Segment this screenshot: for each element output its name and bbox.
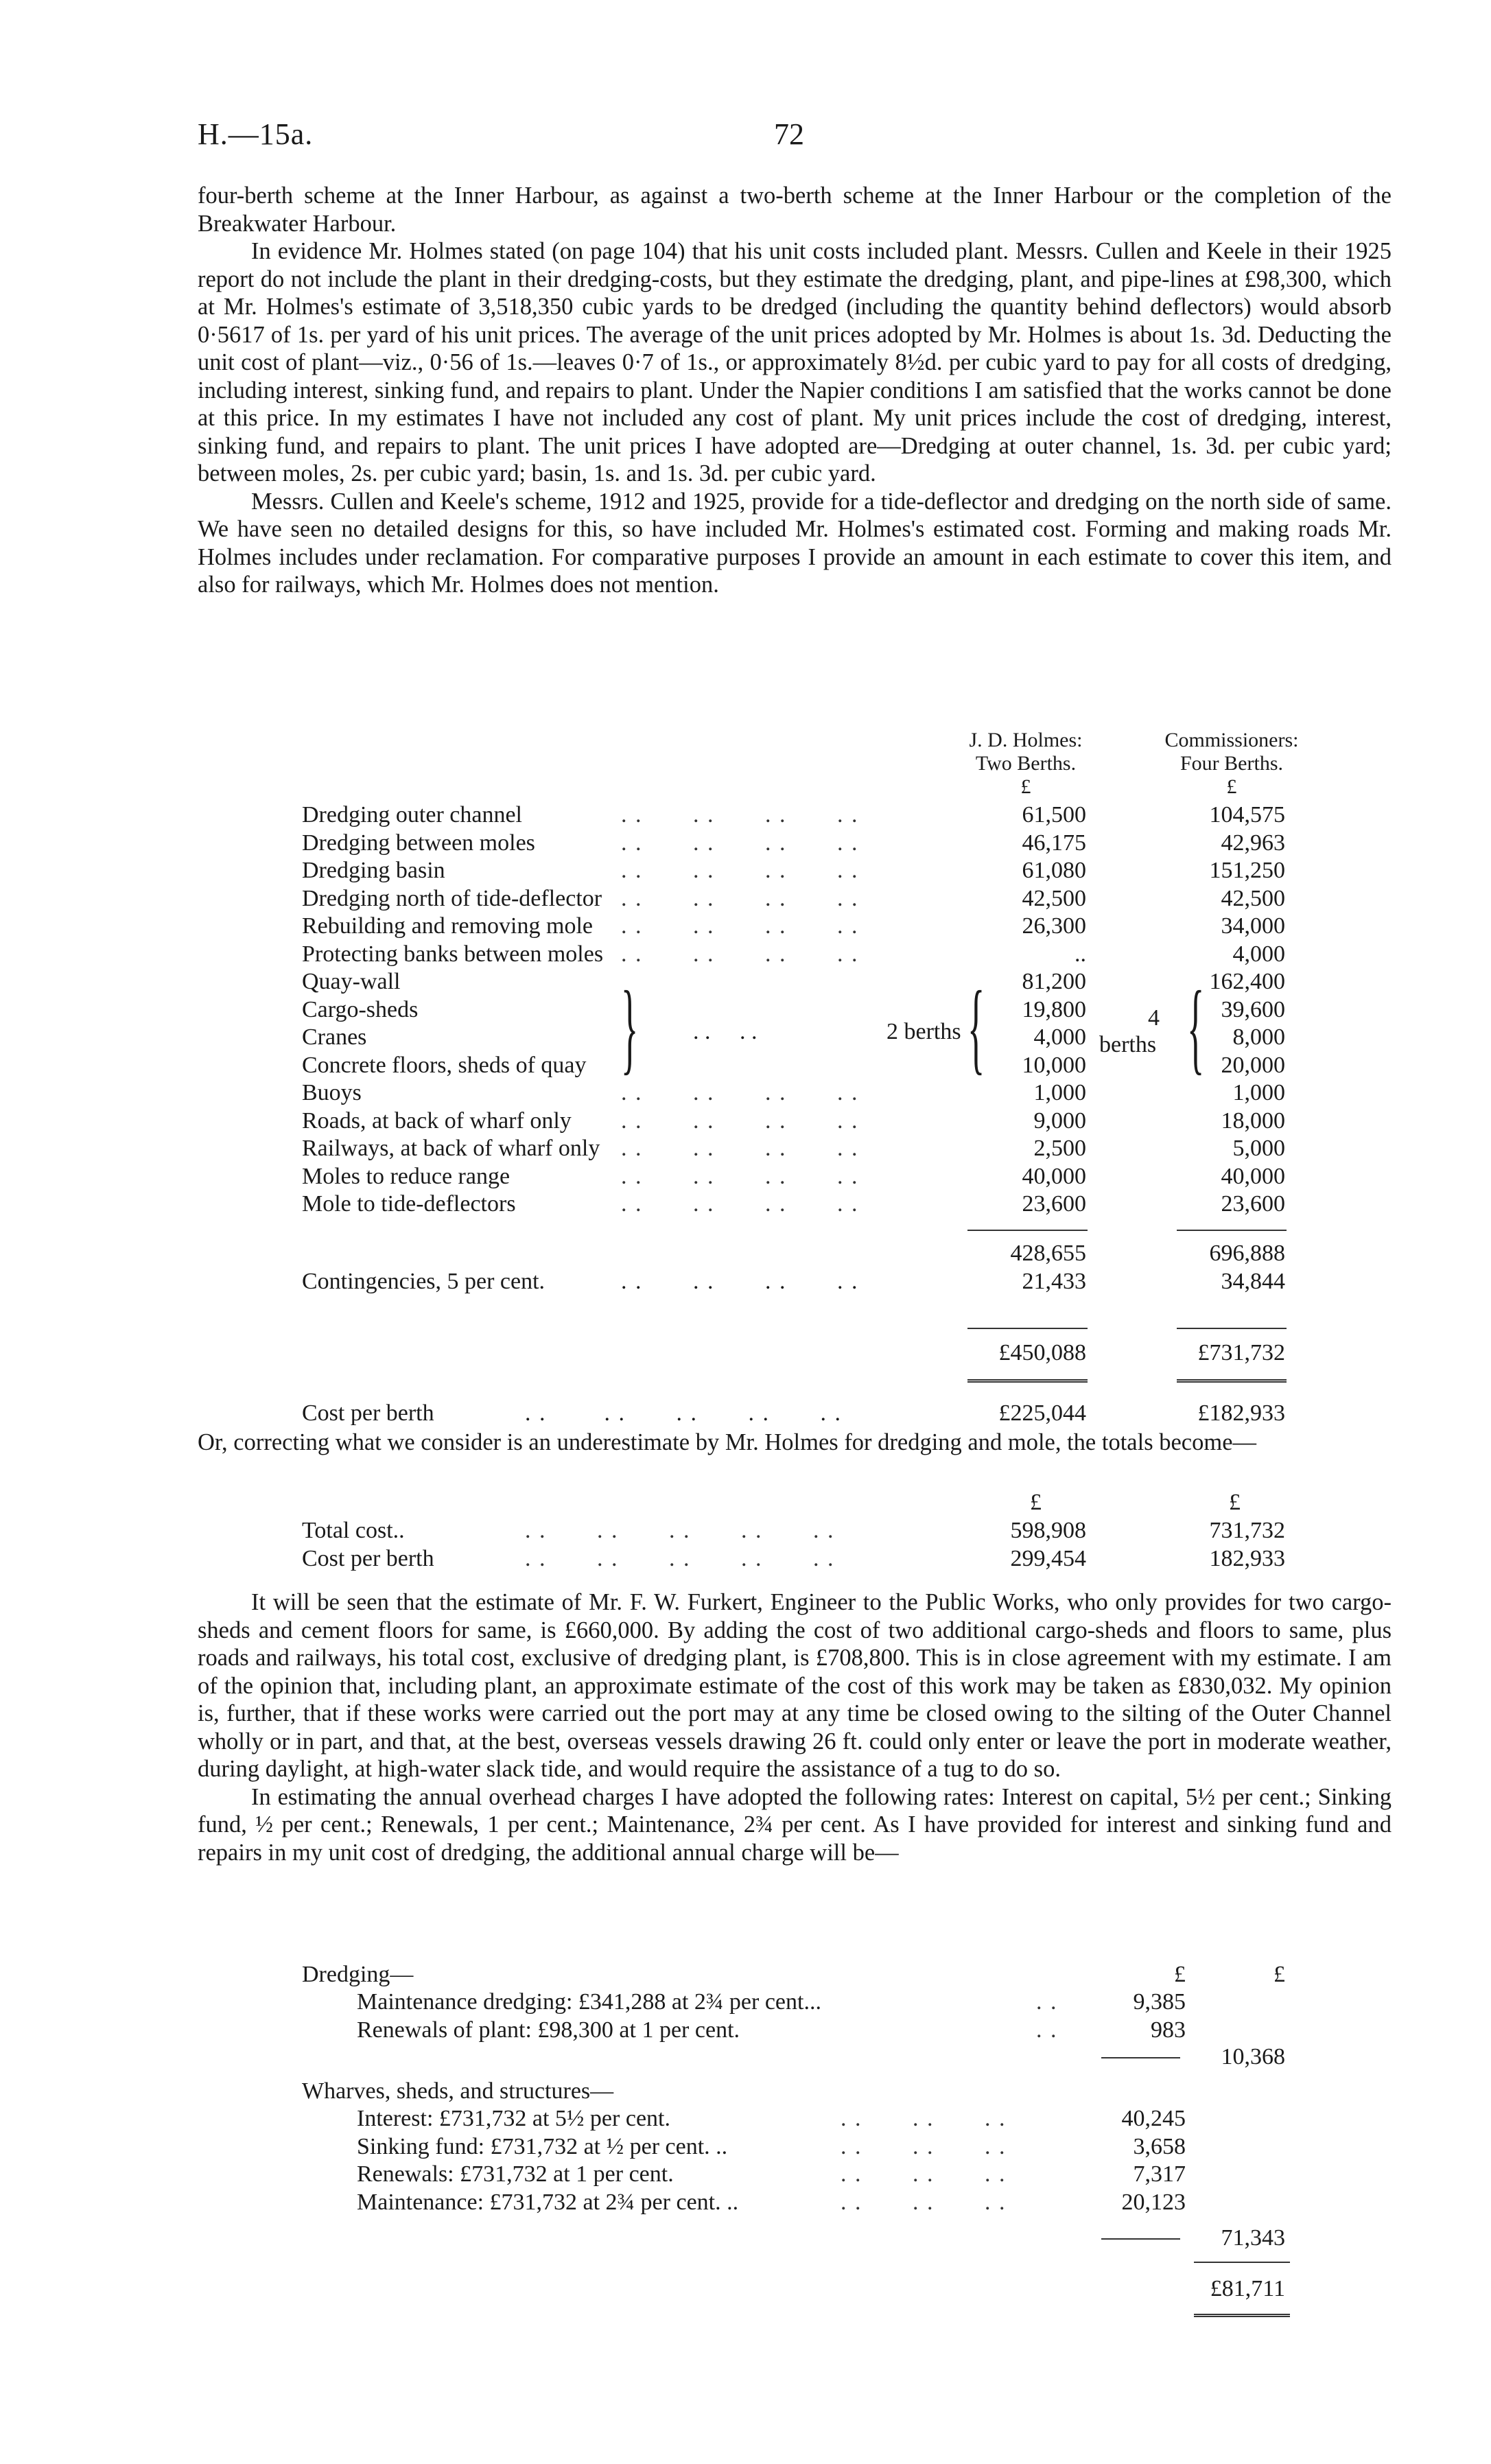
total-holmes: £450,088	[998, 1340, 1086, 1365]
estimate-item-label: Mole to tide-deflectors	[302, 1191, 516, 1217]
estimate-item-value-1: 40,000	[1022, 1163, 1086, 1189]
corrected-total-value-2: 731,732	[1209, 1518, 1285, 1543]
wharves-heading: Wharves, sheds, and structures—	[302, 2078, 614, 2104]
estimate-item-value-2: 34,000	[1221, 913, 1285, 939]
corrected-total-value-2: 182,933	[1209, 1545, 1285, 1571]
wharves-charge-label: Interest: £731,732 at 5½ per cent.	[357, 2106, 670, 2131]
estimate-item-label: Dredging basin	[302, 858, 445, 883]
wharves-charge-value-1: 40,245	[1121, 2106, 1186, 2131]
brace-commissioners: {	[1187, 970, 1205, 1084]
subtotal-commissioners: 696,888	[1209, 1241, 1285, 1266]
dots: . . . . . . . .	[621, 1107, 859, 1134]
dots: . . . . . .	[841, 2189, 1007, 2215]
wharves-charge-value-1: 20,123	[1121, 2189, 1186, 2215]
dots: . . . .	[693, 1019, 758, 1044]
paragraph-correction-text: Or, correcting what we consider is an underestimate by Mr. Holmes for dredging and mole, the totals become—	[198, 1429, 1257, 1455]
column-head-holmes	[961, 729, 1091, 799]
column-head-commissioners-line1: Commissioners:	[1164, 729, 1299, 751]
dots: . . . . . . . .	[621, 941, 859, 967]
dots: . .	[1036, 2017, 1058, 2043]
estimate-item-value-1: 61,500	[1022, 802, 1086, 828]
column-head-commissioners-line2: Four Berths.	[1180, 752, 1283, 775]
total-rule-1	[967, 1328, 1088, 1329]
two-berths-note: 2 berths	[887, 1019, 961, 1044]
contingencies-label: Contingencies, 5 per cent.	[302, 1269, 545, 1294]
contingencies-holmes: 21,433	[1022, 1269, 1086, 1294]
paragraph-tide-deflector: Messrs. Cullen and Keele's scheme, 1912 and 1925, provide for a tide-deflector and dredging on the north side of same. We have seen no detailed designs for this, so have included Mr. Holmes's estimated cost. Forming and making roads Mr. Holmes includes under reclamation. For comparative purposes I provide an amount in each estimate to cover this item, and also for railways, which Mr. Holmes does not mention.	[198, 488, 1392, 598]
dredging-rule	[1101, 2057, 1180, 2058]
dots: . . . . . . . .	[621, 885, 859, 911]
total-double-rule-2	[1177, 1379, 1287, 1383]
corrected-total-label: Cost per berth	[302, 1545, 434, 1571]
berth-item-value-1: 81,200	[1022, 969, 1086, 994]
brace-holmes: {	[967, 970, 985, 1084]
total-commissioners: £731,732	[1197, 1340, 1285, 1365]
wharves-charge-value-1: 3,658	[1133, 2133, 1186, 2159]
berth-item-label: Cranes	[302, 1024, 367, 1050]
corrected-total-value-1: 598,908	[1010, 1518, 1086, 1543]
currency-symbol: £	[1273, 1962, 1285, 1987]
estimate-item-label: Railways, at back of wharf only	[302, 1136, 600, 1161]
dots: . . . . . . . .	[621, 830, 859, 856]
estimate-item-value-2: 5,000	[1232, 1136, 1285, 1161]
berth-item-value-1: 10,000	[1022, 1052, 1086, 1078]
contingencies-commissioners: 34,844	[1221, 1269, 1285, 1294]
berth-item-label: Quay-wall	[302, 969, 401, 994]
estimate-item-value-2: 42,963	[1221, 830, 1285, 856]
estimate-item-label: Moles to reduce range	[302, 1163, 510, 1189]
page-number: 72	[774, 117, 804, 151]
dredging-charge-label: Maintenance dredging: £341,288 at 2¾ per cent...	[357, 1989, 821, 2015]
estimate-item-value-1: 9,000	[1033, 1107, 1086, 1134]
berths-note: berths	[1099, 1032, 1157, 1057]
dredging-heading: Dredging—	[302, 1962, 414, 1987]
per-berth-label: Cost per berth	[302, 1400, 434, 1426]
dots: . . . . . . . .	[621, 1191, 859, 1217]
intro-paragraphs	[198, 182, 1392, 599]
berth-item-value-1: 19,800	[1022, 996, 1086, 1022]
dredging-charge-label: Renewals of plant: £98,300 at 1 per cent.	[357, 2017, 740, 2043]
dots: . . . . . . . .	[621, 1269, 859, 1294]
grand-total-double-rule	[1194, 2314, 1290, 2317]
estimate-item-value-1: ..	[1075, 941, 1086, 967]
berth-item-label: Cargo-sheds	[302, 996, 419, 1022]
dredging-charge-value-1: 983	[1151, 2017, 1186, 2043]
wharves-charge-value-1: 7,317	[1133, 2161, 1186, 2187]
column-head-holmes-line2: Two Berths.	[975, 752, 1077, 775]
total-double-rule-1	[967, 1379, 1088, 1383]
estimate-item-value-1: 23,600	[1022, 1191, 1086, 1217]
paragraph-unit-costs: In evidence Mr. Holmes stated (on page 104) that his unit costs included plant. Messrs. Cullen and Keele in their 1925 report do not include the plant in their dredging-costs, but they estimate the dredging, plant, and pipe-lines at £98,300, which at Mr. Holmes's estimate of 3,518,350 cubic yards to be dredged (including the quantity behind deflectors) would absorb 0·5617 of 1s. per yard of his unit prices. The average of the unit prices adopted by Mr. Holmes is about 1s. 3d. Deducting the unit cost of plant—viz., 0·56 of 1s.—leaves 0·7 of 1s., or approximately 8½d. per cubic yard to pay for all costs of dredging, including interest, sinking fund, and repairs to plant. Under the Napier conditions I am satisfied that the works cannot be done at this price. In my estimates I have not included any cost of plant. My unit prices include the cost of dredging, interest, sinking fund, and repairs to plant. The unit prices I have adopted are—Dredging at outer channel, 1s. 3d. per cubic yard; between moles, 2s. per cubic yard; basin, 1s. and 1s. 3d. per cubic yard.	[198, 238, 1392, 486]
estimate-item-value-1: 61,080	[1022, 858, 1086, 883]
currency-symbol: £	[1174, 1962, 1186, 1987]
grand-total: £81,711	[1210, 2276, 1285, 2301]
dots: . .	[1036, 1989, 1058, 2015]
wharves-charge-label: Renewals: £731,732 at 1 per cent.	[357, 2161, 674, 2187]
estimate-item-value-2: 104,575	[1209, 802, 1285, 828]
estimate-item-label: Roads, at back of wharf only	[302, 1107, 572, 1134]
dots: . . . . . . . . . .	[525, 1518, 835, 1543]
paragraph-furkert: It will be seen that the estimate of Mr. F. W. Furkert, Engineer to the Public Works, who only provides for two cargo-sheds and cement floors for same, is £660,000. By adding the cost of two additional cargo-sheds and floors to same, plus roads and railways, his total cost, exclusive of dredging plant, is £708,800. This is in close agreement with my estimate. I am of the opinion that, including plant, an approximate estimate of the cost of this work may be taken as £830,032. My opinion is, further, that if these works were carried out the port may at any time be closed owing to the silting of the Outer Channel wholly or in part, and that, at the best, overseas vessels drawing 26 ft. could only enter or leave the port in moderate weather, during daylight, at high-water slack tide, and would require the assistance of a tug to do so.	[198, 1589, 1392, 1782]
berth-item-value-2: 20,000	[1221, 1052, 1285, 1078]
estimate-item-value-1: 42,500	[1022, 885, 1086, 911]
estimate-item-label: Protecting banks between moles	[302, 941, 604, 967]
estimate-item-label: Buoys	[302, 1080, 362, 1105]
dredging-charge-value-1: 9,385	[1133, 1989, 1186, 2015]
estimate-item-value-2: 23,600	[1221, 1191, 1285, 1217]
wharves-charge-label: Sinking fund: £731,732 at ½ per cent. ..	[357, 2133, 728, 2159]
currency-symbol: £	[1020, 775, 1031, 798]
corrected-total-value-1: 299,454	[1010, 1545, 1086, 1571]
grand-total-rule	[1194, 2262, 1290, 2263]
estimate-item-label: Dredging north of tide-deflector	[302, 885, 602, 911]
currency-symbol: £	[1226, 775, 1237, 798]
berth-item-value-1: 4,000	[1033, 1024, 1086, 1050]
subtotal-rule-2	[1177, 1230, 1287, 1231]
estimate-item-value-1: 1,000	[1033, 1080, 1086, 1105]
subtotal-rule-1	[967, 1230, 1088, 1231]
closing-paragraphs	[198, 1588, 1392, 1866]
subtotal-holmes: 428,655	[1010, 1241, 1086, 1266]
dots: . . . . . .	[841, 2133, 1007, 2159]
dots: . . . . . . . .	[621, 1163, 859, 1189]
dots: . . . . . . . .	[621, 1136, 859, 1161]
berth-item-value-2: 39,600	[1221, 996, 1285, 1022]
paragraph-correction	[198, 1429, 1392, 1457]
total-rule-2	[1177, 1328, 1287, 1329]
column-head-commissioners	[1153, 729, 1311, 799]
corrected-total-label: Total cost..	[302, 1518, 405, 1543]
wharves-charge-label: Maintenance: £731,732 at 2¾ per cent. ..	[357, 2189, 739, 2215]
dots: . . . . . . . . . .	[525, 1400, 842, 1426]
estimate-item-value-2: 18,000	[1221, 1107, 1285, 1134]
paragraph-continued: four-berth scheme at the Inner Harbour, as against a two-berth scheme at the Inner Harbour or the completion of the Breakwater Harbour.	[198, 183, 1392, 237]
column-head-holmes-line1: J. D. Holmes:	[969, 729, 1083, 751]
estimate-item-value-1: 26,300	[1022, 913, 1086, 939]
currency-symbol: £	[1030, 1490, 1042, 1515]
wharves-total: 71,343	[1221, 2225, 1285, 2251]
per-berth-holmes: £225,044	[998, 1400, 1086, 1426]
brace-left: }	[621, 970, 639, 1084]
paragraph-overhead: In estimating the annual overhead charges I have adopted the following rates: Interest on capital, 5½ per cent.; Sinking fund, ½ per cent.; Renewals, 1 per cent.; Maintenance, 2¾ per cent. As I have provided for interest and sinking fund and repairs in my unit cost of dredging, the additional annual charge will be—	[198, 1783, 1392, 1866]
berth-item-value-2: 162,400	[1209, 969, 1285, 994]
dots: . . . . . .	[841, 2106, 1007, 2131]
four-note: 4	[1148, 1005, 1160, 1031]
dots: . . . . . . . . . .	[525, 1545, 835, 1571]
estimate-item-value-1: 2,500	[1033, 1136, 1086, 1161]
dots: . . . . . . . .	[621, 913, 859, 939]
dredging-total: 10,368	[1221, 2044, 1285, 2069]
estimate-item-label: Rebuilding and removing mole	[302, 913, 593, 939]
per-berth-commissioners: £182,933	[1197, 1400, 1285, 1426]
estimate-item-value-1: 46,175	[1022, 830, 1086, 856]
dots: . . . . . . . .	[621, 802, 859, 828]
dots: . . . . . . . .	[621, 1080, 859, 1105]
estimate-item-label: Dredging between moles	[302, 830, 535, 856]
report-reference: H.—15a.	[198, 117, 314, 151]
estimate-item-value-2: 4,000	[1232, 941, 1285, 967]
estimate-item-value-2: 1,000	[1232, 1080, 1285, 1105]
berth-item-value-2: 8,000	[1232, 1024, 1285, 1050]
dots: . . . . . .	[841, 2161, 1007, 2187]
wharves-rule	[1101, 2238, 1180, 2240]
estimate-item-value-2: 151,250	[1209, 858, 1285, 883]
berth-item-label: Concrete floors, sheds of quay	[302, 1052, 587, 1078]
estimate-item-value-2: 40,000	[1221, 1163, 1285, 1189]
estimate-item-value-2: 42,500	[1221, 885, 1285, 911]
dots: . . . . . . . .	[621, 858, 859, 883]
estimate-item-label: Dredging outer channel	[302, 802, 522, 828]
currency-symbol: £	[1229, 1490, 1241, 1515]
